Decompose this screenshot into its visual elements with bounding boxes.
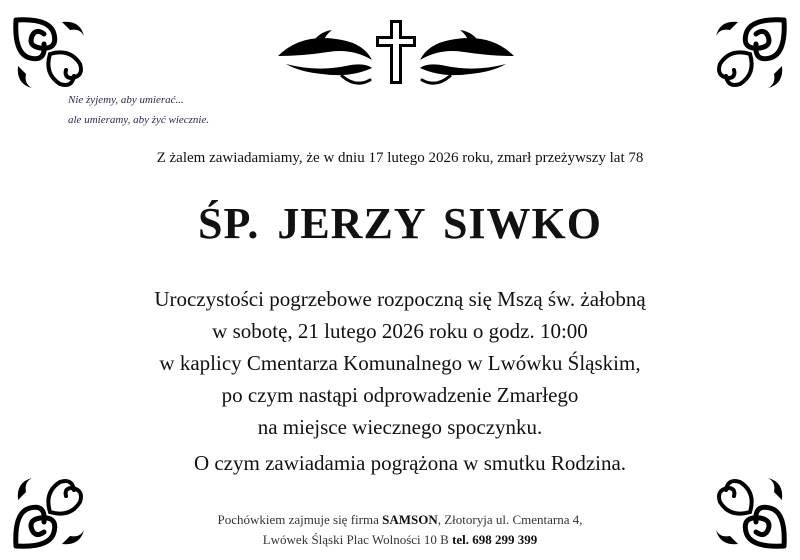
funeral-home-company: SAMSON xyxy=(382,512,438,527)
funeral-home-address-1: , Złotoryja ul. Cmentarna 4, xyxy=(437,512,583,527)
funeral-home-info xyxy=(0,510,800,550)
corner-flourish-icon xyxy=(10,14,90,94)
leaf-ornament-icon xyxy=(420,30,514,83)
funeral-home-line-1 xyxy=(0,510,800,530)
cross-ornament xyxy=(272,14,520,94)
ceremony-line: na miejsce wiecznego spoczynku. xyxy=(257,415,543,439)
funeral-home-prefix: Pochówkiem zajmuje się firma xyxy=(217,512,383,527)
deceased-name: ŚP. JERZY SIWKO xyxy=(198,199,602,248)
ceremony-line: Uroczystości pogrzebowe rozpoczną się Mszą św. żałobną xyxy=(154,287,646,311)
motto xyxy=(68,90,209,130)
ceremony-details xyxy=(0,283,800,443)
motto-line-1: Nie żyjemy, aby umierać... xyxy=(68,94,184,106)
funeral-home-line-2 xyxy=(0,530,800,550)
funeral-home-phone: tel. 698 299 399 xyxy=(452,532,538,547)
corner-flourish-icon xyxy=(710,14,790,94)
cross-icon xyxy=(376,20,416,84)
leaf-ornament-icon xyxy=(278,30,372,83)
family-closing: O czym zawiadamia pogrążona w smutku Rodzina. xyxy=(193,451,627,475)
ceremony-line: w kaplicy Cmentarza Komunalnego w Lwówku Śląskim, xyxy=(159,351,641,375)
death-announcement: Z żalem zawiadamiamy, że w dniu 17 lutego 2026 roku, zmarł przeżywszy lat 78 xyxy=(156,150,644,166)
funeral-home-address-2: Lwówek Śląski Plac Wolności 10 B xyxy=(262,532,453,547)
ceremony-line: po czym nastąpi odprowadzenie Zmarłego xyxy=(221,383,579,407)
motto-line-2: ale umieramy, aby żyć wiecznie. xyxy=(68,114,210,126)
ceremony-line: w sobotę, 21 lutego 2026 roku o godz. 10:00 xyxy=(212,319,588,343)
